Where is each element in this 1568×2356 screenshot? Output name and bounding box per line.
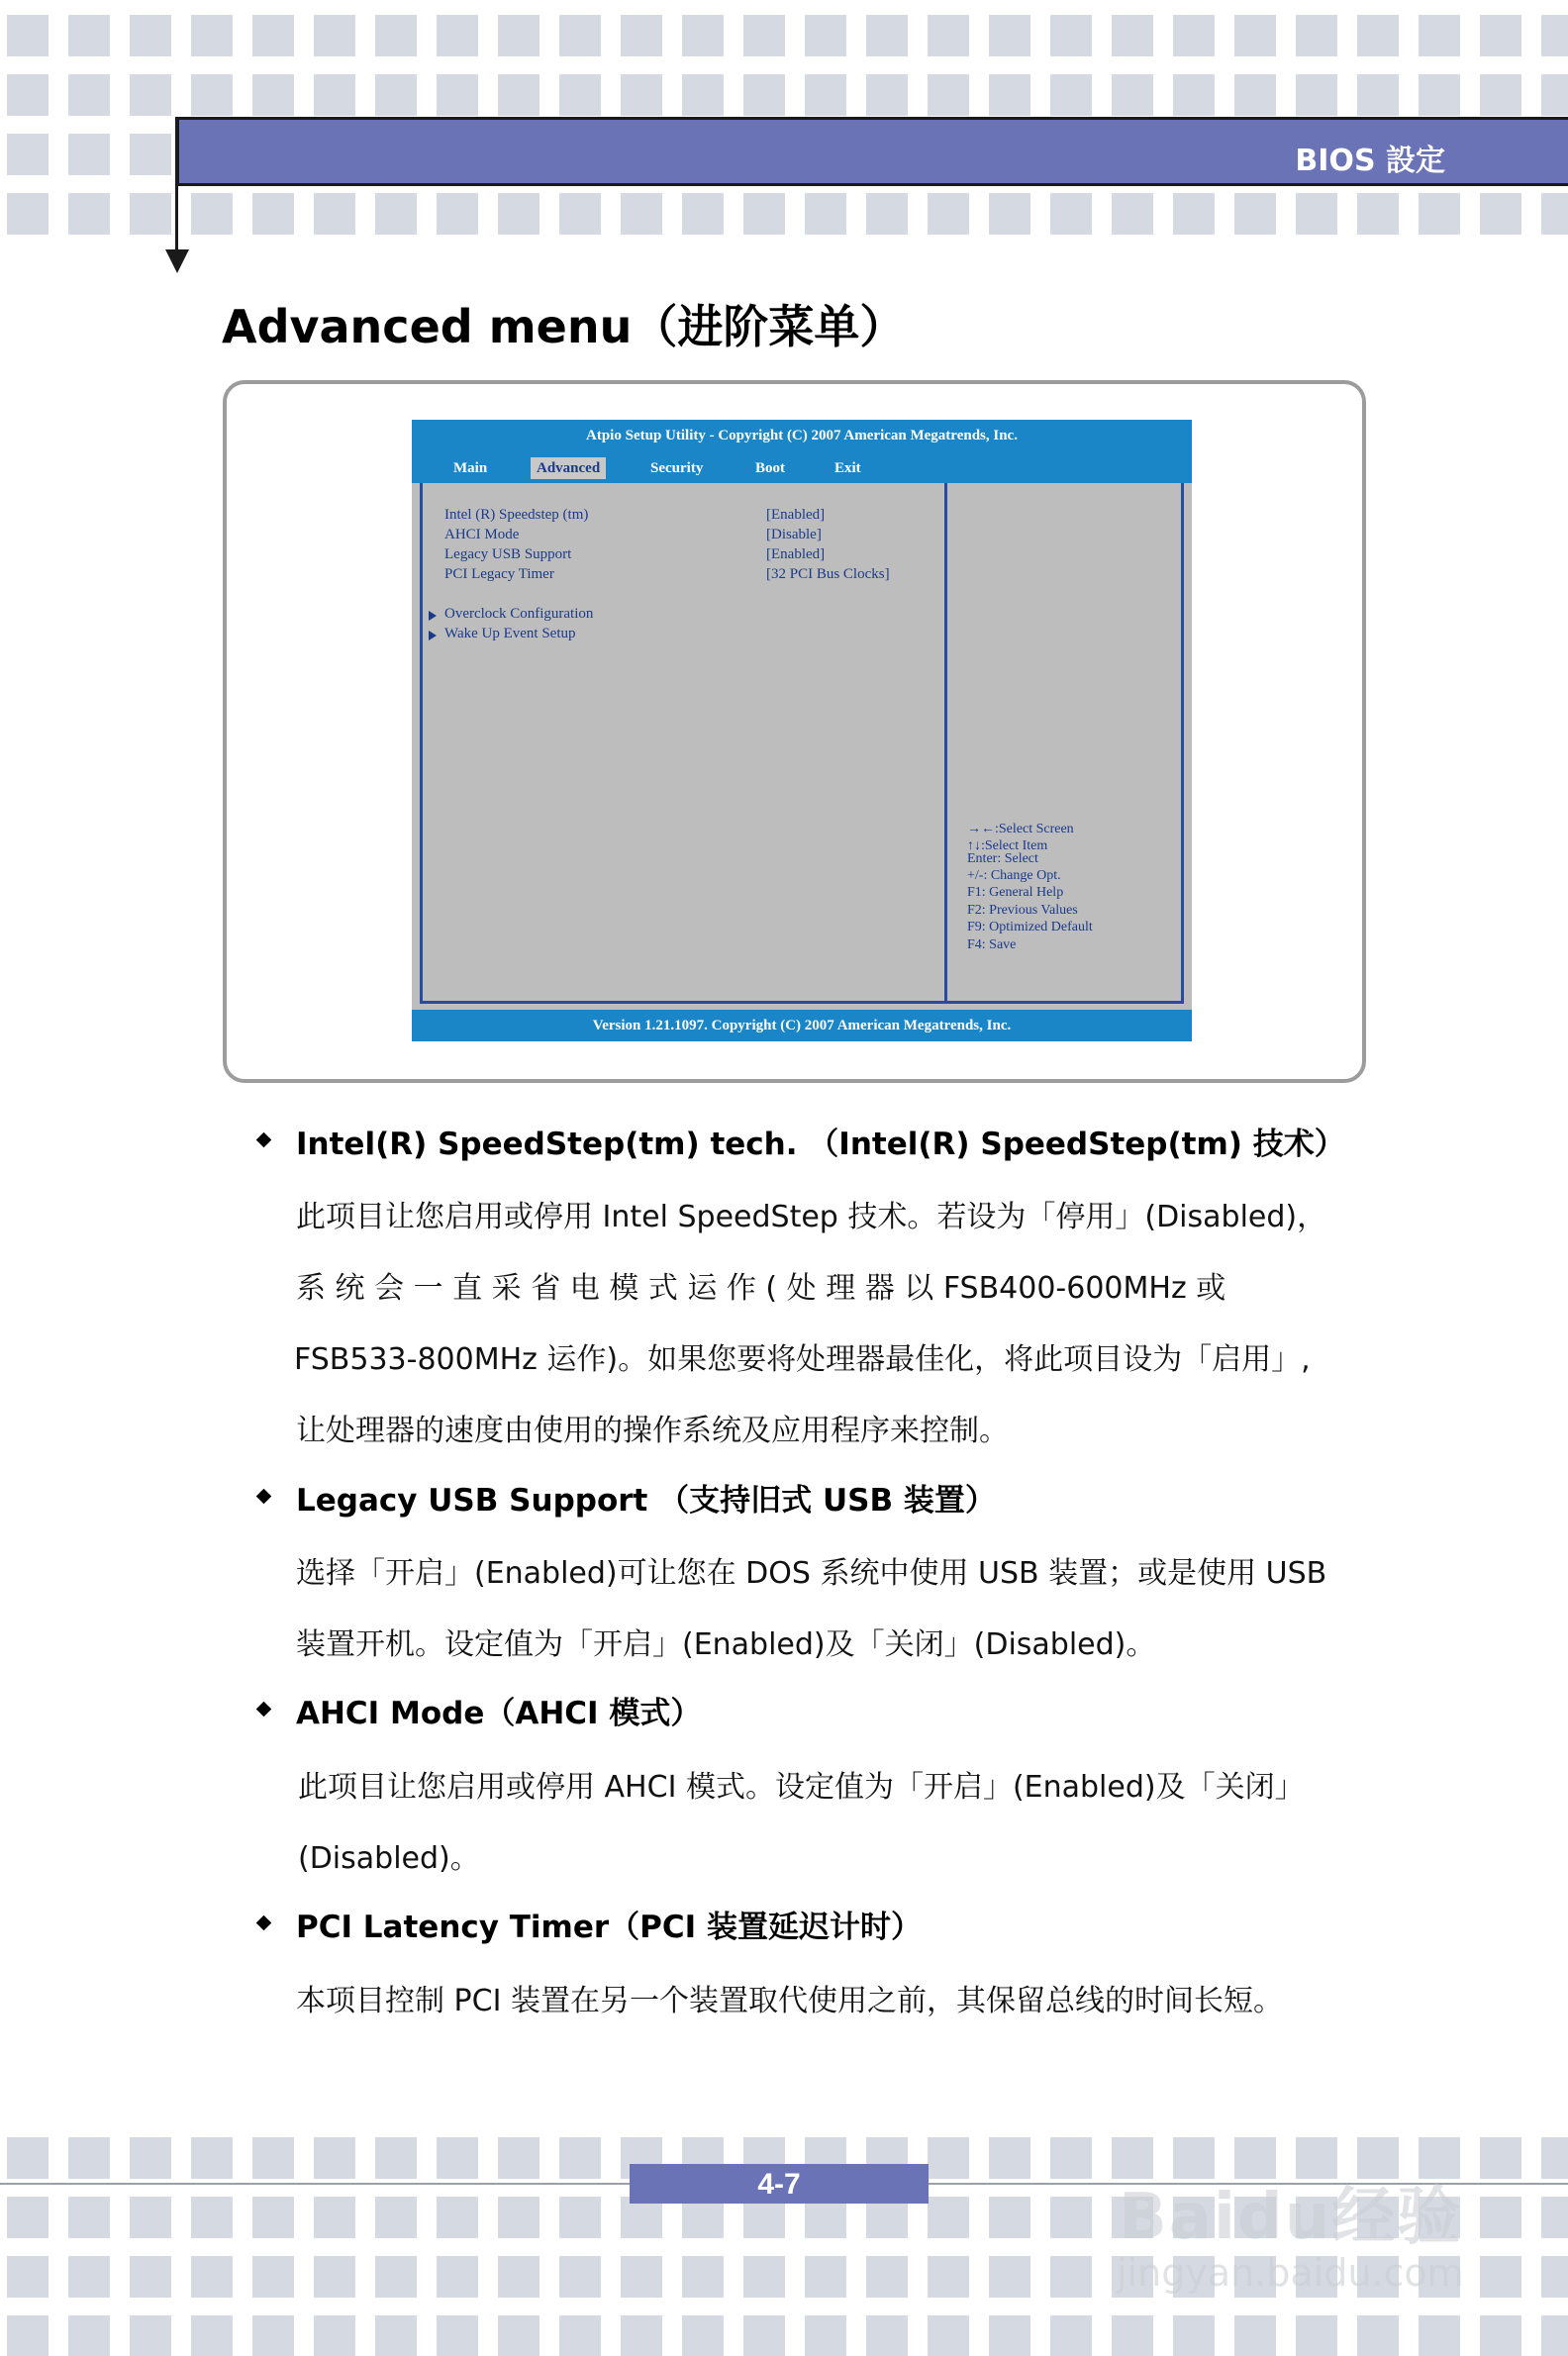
grid-square xyxy=(1295,192,1338,236)
grid-square xyxy=(6,192,49,236)
grid-square xyxy=(67,73,111,117)
bios-top-bar xyxy=(412,420,1192,483)
grid-square xyxy=(1049,2196,1093,2239)
header-vertical-line xyxy=(175,117,178,255)
grid-square xyxy=(1479,2196,1522,2239)
grid-square xyxy=(1356,73,1400,117)
grid-square xyxy=(1540,2314,1568,2356)
grid-square xyxy=(436,2196,479,2239)
grid-square xyxy=(1540,73,1568,117)
header-bar xyxy=(176,117,1568,186)
bios-body xyxy=(420,483,1184,1004)
grid-square xyxy=(988,2255,1031,2299)
grid-square xyxy=(742,2314,786,2356)
bios-tab-security[interactable]: Security xyxy=(650,460,704,476)
grid-square xyxy=(1111,192,1154,236)
grid-square xyxy=(1172,2314,1216,2356)
grid-square xyxy=(1295,73,1338,117)
paragraph-line: 选择「开启」(Enabled)可让您在 DOS 系统中使用 USB 装置；或是使用 USB xyxy=(296,1556,1327,1591)
grid-square xyxy=(1172,192,1216,236)
bios-tab-main[interactable]: Main xyxy=(453,460,488,476)
grid-square xyxy=(988,73,1031,117)
grid-square xyxy=(67,2255,111,2299)
grid-square xyxy=(865,192,909,236)
grid-square xyxy=(190,2196,234,2239)
watermark-sub: jingyan.baidu.com xyxy=(1117,2251,1464,2295)
grid-square xyxy=(927,73,970,117)
grid-square xyxy=(129,192,172,236)
page-number: 4-7 xyxy=(757,2168,801,2201)
grid-square xyxy=(251,192,295,236)
grid-square xyxy=(681,2314,725,2356)
bios-help-line: +/-: Change Opt. xyxy=(967,868,1061,883)
grid-square xyxy=(313,192,356,236)
page-number-box xyxy=(630,2164,929,2204)
grid-square xyxy=(804,192,847,236)
grid-square xyxy=(1540,14,1568,57)
grid-square xyxy=(1479,2255,1522,2299)
bios-help-line: F4: Save xyxy=(967,937,1017,952)
grid-square xyxy=(620,2255,663,2299)
bios-item-value[interactable]: [Enabled] xyxy=(766,507,826,523)
grid-square xyxy=(988,14,1031,57)
grid-square xyxy=(742,14,786,57)
bios-help-line: →←:Select Screen xyxy=(967,822,1074,836)
grid-square xyxy=(6,2136,49,2180)
grid-square xyxy=(374,2196,418,2239)
grid-square xyxy=(436,2314,479,2356)
bios-tab-exit[interactable]: Exit xyxy=(834,460,861,476)
bios-help-line: F1: General Help xyxy=(967,885,1064,900)
grid-square xyxy=(1356,192,1400,236)
grid-square xyxy=(67,2314,111,2356)
grid-square xyxy=(804,73,847,117)
paragraph-line: 让处理器的速度由使用的操作系统及应用程序来控制。 xyxy=(296,1414,1009,1448)
bios-item-label[interactable]: Intel (R) Speedstep (tm) xyxy=(444,507,589,523)
grid-square xyxy=(436,2136,479,2180)
grid-square xyxy=(1111,2314,1154,2356)
grid-square xyxy=(1540,2136,1568,2180)
grid-square xyxy=(927,192,970,236)
grid-square xyxy=(804,14,847,57)
grid-square xyxy=(129,2136,172,2180)
grid-square xyxy=(681,14,725,57)
grid-square xyxy=(620,192,663,236)
bios-tab-advanced[interactable]: Advanced xyxy=(531,457,606,479)
grid-square xyxy=(129,2314,172,2356)
grid-square xyxy=(1540,2196,1568,2239)
grid-square xyxy=(497,2196,540,2239)
paragraph-line: FSB533-800MHz 运作)。如果您要将处理器最佳化，将此项目设为「启用」, xyxy=(294,1342,1311,1377)
grid-square xyxy=(497,73,540,117)
grid-square xyxy=(251,73,295,117)
grid-square xyxy=(6,2255,49,2299)
grid-square xyxy=(1049,192,1093,236)
grid-square xyxy=(1418,73,1461,117)
grid-square xyxy=(1295,2314,1338,2356)
grid-square xyxy=(1356,2314,1400,2356)
submenu-arrow-icon xyxy=(429,631,437,640)
grid-square xyxy=(129,73,172,117)
bios-item-label[interactable]: Legacy USB Support xyxy=(444,546,572,562)
grid-square xyxy=(497,2255,540,2299)
grid-square xyxy=(988,192,1031,236)
grid-square xyxy=(1540,2255,1568,2299)
grid-square xyxy=(1111,73,1154,117)
grid-square xyxy=(865,14,909,57)
grid-square xyxy=(1049,73,1093,117)
bullet-icon xyxy=(256,1702,272,1718)
bios-bottom-bar xyxy=(412,1010,1192,1041)
grid-square xyxy=(190,2255,234,2299)
grid-square xyxy=(1479,192,1522,236)
grid-square xyxy=(1233,73,1277,117)
grid-square xyxy=(251,2196,295,2239)
grid-square xyxy=(1356,14,1400,57)
page-title: Advanced menu（进阶菜单） xyxy=(222,300,906,353)
grid-square xyxy=(742,192,786,236)
bios-divider xyxy=(944,483,947,1001)
grid-square xyxy=(313,14,356,57)
bios-help-line: ↑↓:Select Item xyxy=(967,838,1048,853)
grid-square xyxy=(6,133,49,176)
grid-square xyxy=(1049,14,1093,57)
grid-square xyxy=(1418,192,1461,236)
grid-square xyxy=(681,73,725,117)
grid-square xyxy=(681,192,725,236)
grid-square xyxy=(313,2314,356,2356)
grid-square xyxy=(313,73,356,117)
grid-square xyxy=(67,14,111,57)
bullet-icon xyxy=(256,1915,272,1931)
grid-square xyxy=(436,192,479,236)
bios-submenu-item[interactable]: Overclock Configuration xyxy=(444,606,594,622)
bios-item-label[interactable]: AHCI Mode xyxy=(444,527,520,542)
grid-square xyxy=(742,73,786,117)
arrow-down-icon xyxy=(165,249,189,273)
section-heading: PCI Latency Timer（PCI 装置延迟计时） xyxy=(296,1910,922,1945)
paragraph-line: 此项目让您启用或停用 Intel SpeedStep 技术。若设为「停用」(Disabled)， xyxy=(296,1200,1327,1234)
paragraph-line: 装置开机。设定值为「开启」(Enabled)及「关闭」(Disabled)。 xyxy=(296,1627,1156,1662)
bios-help-line: F9: Optimized Default xyxy=(967,920,1093,934)
section-heading: AHCI Mode（AHCI 模式） xyxy=(296,1696,702,1731)
grid-square xyxy=(1479,14,1522,57)
grid-square xyxy=(251,2314,295,2356)
grid-square xyxy=(1479,73,1522,117)
grid-square xyxy=(251,14,295,57)
grid-square xyxy=(251,2255,295,2299)
grid-square xyxy=(1172,73,1216,117)
grid-square xyxy=(1172,14,1216,57)
grid-square xyxy=(67,2196,111,2239)
grid-square xyxy=(927,14,970,57)
grid-square xyxy=(251,2136,295,2180)
grid-square xyxy=(1111,14,1154,57)
grid-square xyxy=(1049,2136,1093,2180)
paragraph-line: 系 统 会 一 直 采 省 电 模 式 运 作 ( 处 理 器 以 FSB400-600MHz 或 xyxy=(296,1271,1226,1306)
bios-item-value[interactable]: [32 PCI Bus Clocks] xyxy=(766,566,890,582)
bios-item-value[interactable]: [Enabled] xyxy=(766,546,826,562)
grid-square xyxy=(558,73,602,117)
grid-square xyxy=(988,2314,1031,2356)
paragraph-line: 本项目控制 PCI 装置在另一个装置取代使用之前，其保留总线的时间长短。 xyxy=(296,1984,1283,2018)
grid-square xyxy=(6,2314,49,2356)
grid-square xyxy=(129,133,172,176)
grid-square xyxy=(865,2255,909,2299)
grid-square xyxy=(681,2255,725,2299)
header-title: BIOS 設定 xyxy=(1295,144,1445,178)
grid-square xyxy=(1418,14,1461,57)
grid-square xyxy=(436,2255,479,2299)
bios-item-label[interactable]: PCI Legacy Timer xyxy=(444,566,554,582)
grid-square xyxy=(374,2136,418,2180)
grid-square xyxy=(620,14,663,57)
grid-square xyxy=(313,2196,356,2239)
grid-square xyxy=(558,14,602,57)
grid-square xyxy=(620,73,663,117)
grid-square xyxy=(804,2255,847,2299)
grid-square xyxy=(558,192,602,236)
grid-square xyxy=(1233,14,1277,57)
grid-square xyxy=(1479,2314,1522,2356)
grid-square xyxy=(190,73,234,117)
grid-square xyxy=(1418,2314,1461,2356)
grid-square xyxy=(742,2255,786,2299)
grid-square xyxy=(6,73,49,117)
grid-square xyxy=(927,2314,970,2356)
grid-square xyxy=(190,14,234,57)
watermark-main: Baidu经验 xyxy=(1119,2181,1463,2254)
grid-square xyxy=(497,192,540,236)
grid-square xyxy=(374,2314,418,2356)
grid-square xyxy=(497,2314,540,2356)
grid-square xyxy=(313,2255,356,2299)
grid-square xyxy=(497,2136,540,2180)
grid-square xyxy=(436,73,479,117)
paragraph-line: 此项目让您启用或停用 AHCI 模式。设定值为「开启」(Enabled)及「关闭」 xyxy=(298,1770,1305,1805)
grid-square xyxy=(620,2314,663,2356)
grid-square xyxy=(129,2196,172,2239)
grid-square xyxy=(67,133,111,176)
grid-square xyxy=(927,2255,970,2299)
grid-square xyxy=(927,2196,970,2239)
grid-square xyxy=(558,2314,602,2356)
grid-square xyxy=(374,73,418,117)
grid-square xyxy=(190,192,234,236)
grid-square xyxy=(67,2136,111,2180)
grid-square xyxy=(558,2255,602,2299)
grid-square xyxy=(436,14,479,57)
grid-square xyxy=(190,2136,234,2180)
bios-screenshot xyxy=(412,420,1192,1041)
section-heading: Intel(R) SpeedStep(tm) tech. （Intel(R) SpeedStep(tm) 技术） xyxy=(296,1127,1345,1162)
grid-square xyxy=(497,14,540,57)
grid-square xyxy=(1479,2136,1522,2180)
bios-item-value[interactable]: [Disable] xyxy=(766,527,822,542)
grid-square xyxy=(1049,2314,1093,2356)
grid-square xyxy=(558,2196,602,2239)
grid-square xyxy=(6,14,49,57)
bios-footer: Version 1.21.1097. Copyright (C) 2007 American Megatrends, Inc. xyxy=(592,1018,1012,1033)
grid-square xyxy=(374,192,418,236)
grid-square xyxy=(1233,192,1277,236)
grid-square xyxy=(988,2136,1031,2180)
grid-square xyxy=(374,14,418,57)
paragraph-line: (Disabled)。 xyxy=(298,1841,480,1876)
grid-square xyxy=(1233,2314,1277,2356)
submenu-arrow-icon xyxy=(429,611,437,621)
bios-title: Atpio Setup Utility - Copyright (C) 2007 American Megatrends, Inc. xyxy=(586,428,1018,443)
grid-square xyxy=(865,73,909,117)
grid-square xyxy=(1295,14,1338,57)
bullet-icon xyxy=(256,1489,272,1505)
grid-square xyxy=(558,2136,602,2180)
grid-square xyxy=(6,2196,49,2239)
grid-square xyxy=(1049,2255,1093,2299)
grid-square xyxy=(67,192,111,236)
grid-square xyxy=(927,2136,970,2180)
bios-help-line: F2: Previous Values xyxy=(967,903,1078,918)
bios-submenu-item[interactable]: Wake Up Event Setup xyxy=(444,626,576,641)
grid-square xyxy=(1540,192,1568,236)
bios-tab-boot[interactable]: Boot xyxy=(755,460,785,476)
grid-square xyxy=(129,2255,172,2299)
grid-square xyxy=(313,2136,356,2180)
grid-square xyxy=(865,2314,909,2356)
grid-square xyxy=(129,14,172,57)
section-heading: Legacy USB Support （支持旧式 USB 装置） xyxy=(296,1483,996,1519)
watermark-logo xyxy=(1109,2126,1485,2295)
bullet-icon xyxy=(256,1132,272,1148)
grid-square xyxy=(374,2255,418,2299)
grid-square xyxy=(804,2314,847,2356)
grid-square xyxy=(190,2314,234,2356)
bios-help-line: Enter: Select xyxy=(967,851,1038,866)
grid-square xyxy=(988,2196,1031,2239)
